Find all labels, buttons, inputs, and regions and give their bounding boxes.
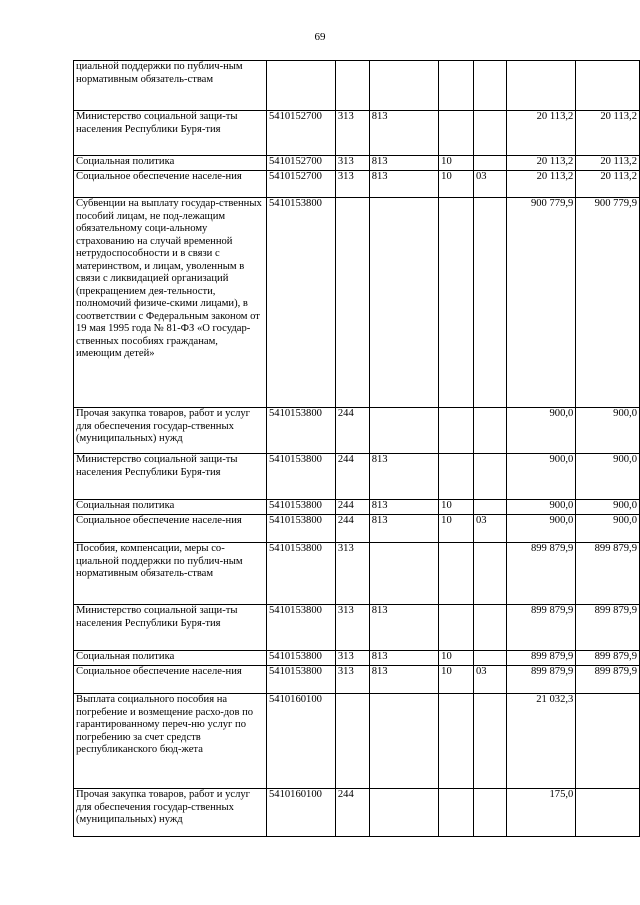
table-row: [74, 61, 640, 111]
cell-sum1: 20 113,2: [506, 111, 576, 156]
cell-sum1: 899 879,9: [506, 543, 576, 605]
table-row: [74, 156, 640, 171]
table-row: [74, 694, 640, 789]
cell-rz: 10: [439, 651, 474, 666]
cell-sum2: 900,0: [576, 408, 640, 454]
cell-sum2: [576, 61, 640, 111]
cell-sum2: [576, 789, 640, 837]
cell-pr: [473, 605, 506, 651]
cell-sum1: 20 113,2: [506, 171, 576, 198]
cell-sum2: 900 779,9: [576, 198, 640, 408]
cell-sum2: 900,0: [576, 454, 640, 500]
cell-vr: 313: [335, 111, 369, 156]
cell-pr: [473, 694, 506, 789]
cell-rz: 10: [439, 666, 474, 694]
table-row: [74, 515, 640, 543]
cell-pr: [473, 454, 506, 500]
cell-vr: [335, 61, 369, 111]
cell-rz: 10: [439, 171, 474, 198]
cell-sum2: 899 879,9: [576, 605, 640, 651]
cell-sum1: 900,0: [506, 500, 576, 515]
table-row: [74, 605, 640, 651]
cell-pr: [473, 156, 506, 171]
cell-name: Социальная политика: [74, 500, 267, 515]
cell-pr: [473, 500, 506, 515]
cell-vr: 313: [335, 651, 369, 666]
cell-sum2: 900,0: [576, 515, 640, 543]
cell-pr: 03: [473, 666, 506, 694]
cell-pr: [473, 198, 506, 408]
cell-grbs: [369, 543, 438, 605]
cell-sum1: 20 113,2: [506, 156, 576, 171]
cell-grbs: 813: [369, 666, 438, 694]
cell-sum1: 899 879,9: [506, 651, 576, 666]
cell-rz: [439, 111, 474, 156]
table-row: [74, 111, 640, 156]
cell-rz: 10: [439, 156, 474, 171]
cell-name: Министерство социальной защи-ты населения Республики Буря-тия: [74, 454, 267, 500]
cell-rz: [439, 605, 474, 651]
cell-grbs: 813: [369, 500, 438, 515]
cell-pr: [473, 111, 506, 156]
cell-sum2: 899 879,9: [576, 666, 640, 694]
cell-sum2: 899 879,9: [576, 651, 640, 666]
cell-rz: [439, 61, 474, 111]
table-row: [74, 789, 640, 837]
cell-vr: [335, 694, 369, 789]
cell-sum2: 899 879,9: [576, 543, 640, 605]
table-row: [74, 651, 640, 666]
cell-grbs: [369, 789, 438, 837]
cell-name: Выплата социального пособия на погребение и возмещение расхо-дов по гарантированному переч-ню услуг по погребению за счет средств республиканского бюд-жета: [74, 694, 267, 789]
cell-sum2: 20 113,2: [576, 111, 640, 156]
cell-pr: 03: [473, 515, 506, 543]
cell-csr: 5410160100: [266, 694, 335, 789]
cell-name: Социальное обеспечение населе-ния: [74, 171, 267, 198]
table-row: [74, 408, 640, 454]
table-row: [74, 198, 640, 408]
cell-name: Пособия, компенсации, меры со-циальной поддержки по публич-ным нормативным обязатель-ствам: [74, 543, 267, 605]
cell-sum2: 900,0: [576, 500, 640, 515]
cell-grbs: 813: [369, 651, 438, 666]
cell-pr: [473, 651, 506, 666]
cell-vr: [335, 198, 369, 408]
cell-csr: 5410153800: [266, 651, 335, 666]
cell-sum1: 900,0: [506, 515, 576, 543]
table-row: [74, 500, 640, 515]
table-row: [74, 171, 640, 198]
cell-sum1: 899 879,9: [506, 666, 576, 694]
cell-pr: [473, 408, 506, 454]
cell-rz: [439, 198, 474, 408]
cell-csr: 5410152700: [266, 156, 335, 171]
cell-sum2: 20 113,2: [576, 156, 640, 171]
cell-rz: [439, 408, 474, 454]
cell-csr: 5410152700: [266, 171, 335, 198]
cell-csr: 5410153800: [266, 543, 335, 605]
cell-csr: 5410152700: [266, 111, 335, 156]
cell-grbs: [369, 694, 438, 789]
cell-csr: 5410153800: [266, 666, 335, 694]
cell-pr: [473, 61, 506, 111]
page-number: 69: [314, 31, 326, 43]
cell-csr: 5410153800: [266, 198, 335, 408]
cell-csr: 5410153800: [266, 408, 335, 454]
cell-rz: 10: [439, 500, 474, 515]
cell-sum1: 900,0: [506, 454, 576, 500]
cell-name: Социальное обеспечение населе-ния: [74, 666, 267, 694]
cell-sum1: 899 879,9: [506, 605, 576, 651]
budget-table: [73, 60, 640, 837]
cell-rz: [439, 789, 474, 837]
cell-vr: 313: [335, 171, 369, 198]
cell-rz: [439, 543, 474, 605]
cell-csr: 5410153800: [266, 605, 335, 651]
cell-csr: 5410153800: [266, 515, 335, 543]
cell-rz: 10: [439, 515, 474, 543]
cell-grbs: 813: [369, 171, 438, 198]
cell-grbs: [369, 61, 438, 111]
cell-sum2: [576, 694, 640, 789]
cell-rz: [439, 694, 474, 789]
table-row: [74, 543, 640, 605]
table-row: [74, 454, 640, 500]
cell-name: Министерство социальной защи-ты населения Республики Буря-тия: [74, 111, 267, 156]
cell-vr: 313: [335, 666, 369, 694]
cell-grbs: 813: [369, 454, 438, 500]
cell-vr: 244: [335, 408, 369, 454]
cell-sum2: 20 113,2: [576, 171, 640, 198]
cell-vr: 313: [335, 605, 369, 651]
cell-name: Социальная политика: [74, 651, 267, 666]
cell-grbs: 813: [369, 111, 438, 156]
cell-vr: 244: [335, 454, 369, 500]
cell-name: Социальное обеспечение населе-ния: [74, 515, 267, 543]
cell-name: циальной поддержки по публич-ным нормативным обязатель-ствам: [74, 61, 267, 111]
cell-csr: 5410153800: [266, 500, 335, 515]
cell-vr: 244: [335, 789, 369, 837]
table-row: [74, 666, 640, 694]
cell-grbs: 813: [369, 515, 438, 543]
cell-name: Социальная политика: [74, 156, 267, 171]
cell-grbs: 813: [369, 156, 438, 171]
cell-pr: 03: [473, 171, 506, 198]
cell-grbs: [369, 408, 438, 454]
cell-pr: [473, 789, 506, 837]
cell-grbs: [369, 198, 438, 408]
cell-csr: 5410153800: [266, 454, 335, 500]
cell-vr: 244: [335, 500, 369, 515]
cell-vr: 244: [335, 515, 369, 543]
table-body: [74, 61, 640, 837]
cell-name: Прочая закупка товаров, работ и услуг для обеспечения государ-ственных (муниципальных) нужд: [74, 408, 267, 454]
cell-rz: [439, 454, 474, 500]
cell-name: Субвенции на выплату государ-ственных пособий лицам, не под-лежащим обязательному соци-альному страхованию на случай временной нетрудоспособности и в связи с материнством, и лицам, уволенным в связи с ликвидацией организаций (прекращением дея-тельности, полномочий физиче-скими лицами), в соответствии с Федеральным законом от 19 мая 1995 года № 81-ФЗ «О государ-ственных пособиях гражданам, имеющим детей»: [74, 198, 267, 408]
cell-grbs: 813: [369, 605, 438, 651]
cell-name: Прочая закупка товаров, работ и услуг для обеспечения государ-ственных (муниципальных) нужд: [74, 789, 267, 837]
cell-csr: 5410160100: [266, 789, 335, 837]
cell-vr: 313: [335, 543, 369, 605]
cell-sum1: 21 032,3: [506, 694, 576, 789]
cell-sum1: 175,0: [506, 789, 576, 837]
cell-vr: 313: [335, 156, 369, 171]
cell-csr: [266, 61, 335, 111]
cell-sum1: [506, 61, 576, 111]
cell-pr: [473, 543, 506, 605]
cell-sum1: 900 779,9: [506, 198, 576, 408]
cell-name: Министерство социальной защи-ты населения Республики Буря-тия: [74, 605, 267, 651]
cell-sum1: 900,0: [506, 408, 576, 454]
